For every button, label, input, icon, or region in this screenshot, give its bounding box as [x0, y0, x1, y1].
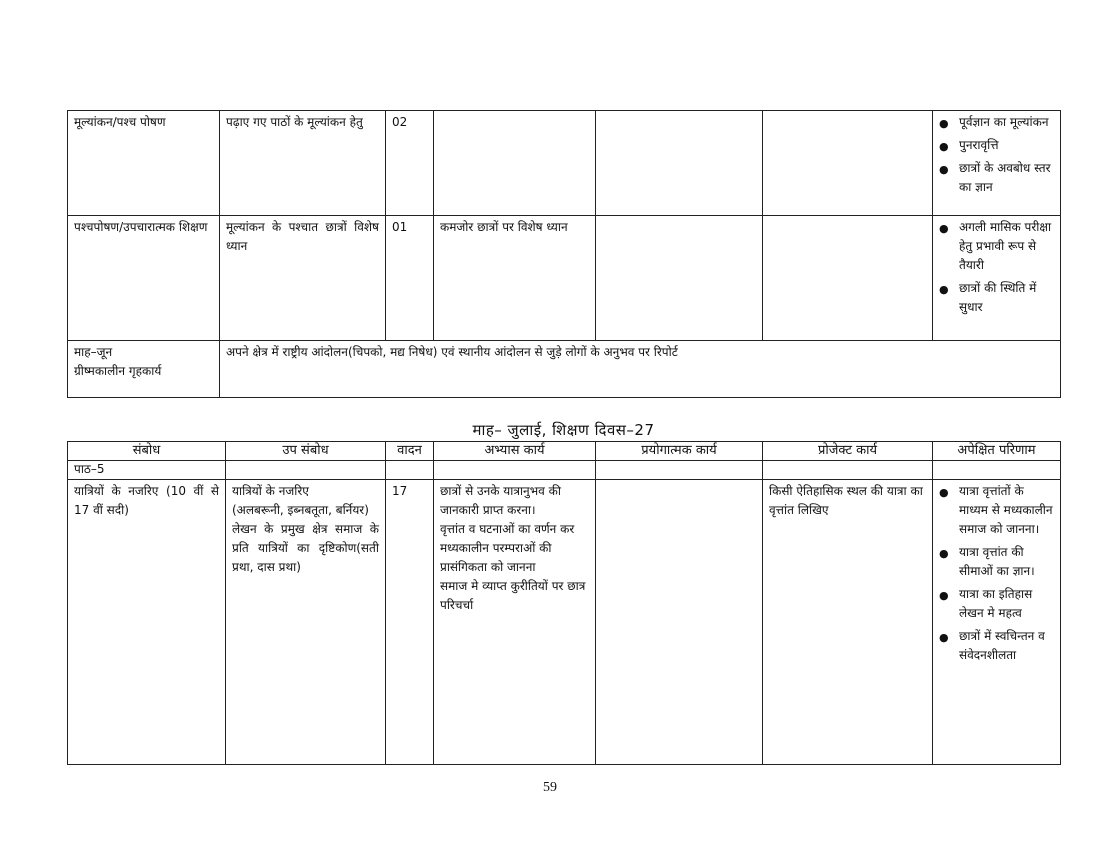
list-item: ● पुनरावृत्ति — [939, 136, 1054, 155]
bullet-icon: ● — [939, 631, 949, 644]
column-header: वादन — [386, 442, 434, 461]
bullet-icon: ● — [939, 117, 949, 130]
table-row — [68, 216, 1061, 341]
list-item: ● अगली मासिक परीक्षा हेतु प्रभावी रूप से तैयारी — [939, 220, 1052, 272]
page-number: 59 — [543, 780, 557, 795]
holiday-month: माह–जून — [74, 345, 113, 359]
topic-cell: पश्चपोषण/उपचारात्मक शिक्षण — [68, 216, 220, 341]
experimental-cell — [596, 480, 763, 765]
bullet-icon: ● — [939, 222, 949, 235]
bullet-icon: ● — [939, 283, 949, 296]
bullet-icon: ● — [939, 589, 949, 602]
list-item: ● छात्रों में स्वचिन्तन व संवेदनशीलता — [939, 629, 1045, 662]
table-row — [68, 111, 1061, 216]
holiday-homework-text: अपने क्षेत्र में राष्ट्रीय आंदोलन(चिपको, मद्य निषेध) एवं स्थानीय आंदोलन से जुड़े लोगों के अनुभव पर रिपोर्ट — [220, 341, 1061, 398]
table-header-row — [68, 442, 1061, 461]
outcome-list — [939, 113, 1054, 197]
section-heading: माह– जुलाई, शिक्षण दिवस–27 — [472, 421, 655, 439]
column-header: अभ्यास कार्य — [434, 442, 596, 461]
holiday-label-cell — [68, 341, 220, 398]
column-header: प्रोजेक्ट कार्य — [763, 442, 933, 461]
bullet-icon: ● — [939, 163, 949, 176]
lesson-row — [68, 461, 1061, 480]
list-item: ● पूर्वज्ञान का मूल्यांकन — [939, 113, 1054, 132]
periods-cell: 02 — [386, 111, 434, 216]
project-cell: किसी ऐतिहासिक स्थल की यात्रा का वृत्तांत लिखिए — [763, 480, 933, 765]
experimental-cell — [596, 216, 763, 341]
subtopic-cell: मूल्यांकन के पश्चात छात्रों विशेष ध्यान — [220, 216, 386, 341]
topic-cell: मूल्यांकन/पश्च पोषण — [68, 111, 220, 216]
column-header: प्रयोगात्मक कार्य — [596, 442, 763, 461]
practice-cell: छात्रों से उनके यात्रानुभव की जानकारी प्राप्त करना। वृत्तांत व घटनाओं का वर्णन कर मध्यकालीन परम्पराओं की प्रासंगिकता को जानना समाज मे व्याप्त कुरीतियों पर छात्र परिचर्चा — [434, 480, 596, 765]
column-header: अपेक्षित परिणाम — [933, 442, 1061, 461]
periods-cell: 01 — [386, 216, 434, 341]
holiday-homework-label: ग्रीष्मकालीन गृहकार्य — [74, 364, 162, 378]
experimental-cell — [596, 111, 763, 216]
project-cell — [763, 111, 933, 216]
list-item: ● यात्रा वृत्तांतों के माध्यम से मध्यकालीन समाज को जानना। — [939, 484, 1053, 536]
practice-cell: कमजोर छात्रों पर विशेष ध्यान — [434, 216, 596, 341]
bullet-icon: ● — [939, 486, 949, 499]
list-item: ● छात्रों के अवबोध स्तर का ज्ञान — [939, 161, 1051, 194]
assessment-table — [67, 110, 1061, 398]
periods-cell: 17 — [386, 480, 434, 765]
topic-cell: यात्रियों के नजरिए (10 वीं से 17 वीं सदी) — [68, 480, 226, 765]
outcomes-cell — [933, 111, 1061, 216]
project-cell — [763, 216, 933, 341]
outcome-list — [939, 482, 1054, 665]
column-header: संबोध — [68, 442, 226, 461]
july-plan-table — [67, 441, 1061, 765]
practice-cell — [434, 111, 596, 216]
bullet-icon: ● — [939, 547, 949, 560]
outcomes-cell — [933, 216, 1061, 341]
column-header: उप संबोध — [226, 442, 386, 461]
table-row — [68, 480, 1061, 765]
outcome-list — [939, 218, 1054, 317]
table-row — [68, 341, 1061, 398]
outcomes-cell — [933, 480, 1061, 765]
subtopic-cell: पढ़ाए गए पाठों के मूल्यांकन हेतु — [220, 111, 386, 216]
list-item: ● छात्रों की स्थिति में सुधार — [939, 281, 1037, 314]
list-item: ● यात्रा वृत्तांत की सीमाओं का ज्ञान। — [939, 545, 1035, 578]
list-item: ● यात्रा का इतिहास लेखन मे महत्व — [939, 587, 1033, 620]
subtopic-cell: यात्रियों के नजरिए (अलबरूनी, इब्नबतूता, बर्नियर) लेखन के प्रमुख क्षेत्र समाज के प्रति यात्रियों का दृष्टिकोण(सती प्रथा, दास प्रथा) — [226, 480, 386, 765]
lesson-label: पाठ–5 — [68, 461, 226, 480]
bullet-icon: ● — [939, 140, 949, 153]
